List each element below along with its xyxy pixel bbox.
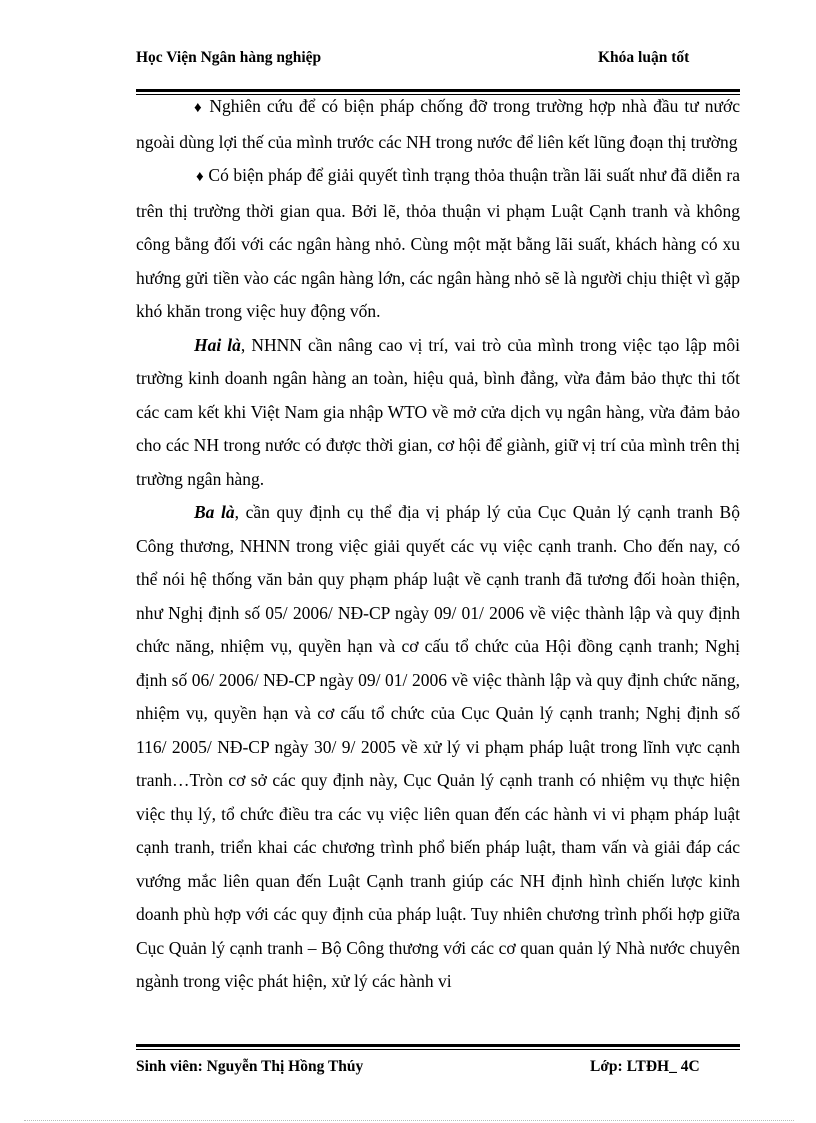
footer-rule-thick xyxy=(136,1044,740,1047)
paragraph-ba-la xyxy=(136,496,740,999)
header-document-type: Khóa luận tốt xyxy=(598,49,690,66)
header-institution: Học Viện Ngân hàng nghiệp xyxy=(136,49,322,66)
paragraph-lead: Ba là xyxy=(194,502,235,522)
footer-class: Lớp: LTĐH_ 4C xyxy=(590,1058,700,1075)
paragraph-text: Nghiên cứu để có biện pháp chống đỡ trong trường hợp nhà đầu tư nước ngoài dùng lợi thế của mình trước các NH trong nước để liên kết lũng đoạn thị trường xyxy=(136,96,740,152)
footer-student: Sinh viên: Nguyễn Thị Hồng Thúy xyxy=(136,1058,364,1075)
paragraph-text: , NHNN cần nâng cao vị trí, vai trò của mình trong việc tạo lập môi trường kinh doanh ngân hàng an toàn, hiệu quả, bình đẳng, vừa đảm bảo thực thi tốt các cam kết khi Việt Nam gia nhập WTO về mở cửa dịch vụ ngân hàng, vừa đảm bảo cho các NH trong nước có được thời gian, cơ hội để giành, giữ vị trí của mình trên thị trường ngân hàng. xyxy=(136,334,740,489)
diamond-bullet-icon: ♦ xyxy=(194,100,204,116)
footer-rule-thin xyxy=(136,1049,740,1050)
diamond-bullet-icon: ♦ xyxy=(196,169,204,185)
paragraph-bullet-2 xyxy=(136,159,740,329)
body-text xyxy=(136,90,740,999)
page-edge-divider xyxy=(24,1120,794,1121)
paragraph-bullet-1 xyxy=(136,90,740,159)
paragraph-lead: Hai là xyxy=(194,334,241,355)
paragraph-text: Có biện pháp để giải quyết tình trạng thỏa thuận trần lãi suất như đã diễn ra trên thị trường thời gian qua. Bởi lẽ, thỏa thuận vi phạm Luật Cạnh tranh và không công bằng đối với các ngân hàng nhỏ. Cùng một mặt bằng lãi suất, khách hàng có xu hướng gửi tiền vào các ngân hàng lớn, các ngân hàng nhỏ sẽ là người chịu thiệt vì gặp khó khăn trong việc huy động vốn. xyxy=(136,165,741,321)
paragraph-hai-la xyxy=(136,329,740,497)
paragraph-text: , cần quy định cụ thể địa vị pháp lý của Cục Quản lý cạnh tranh Bộ Công thương, NHNN trong việc giải quyết các vụ việc cạnh tranh. Cho đến nay, có thể nói hệ thống văn bản quy phạm pháp luật về cạnh tranh đã tương đối hoàn thiện, như Nghị định số 05/ 2006/ NĐ-CP ngày 09/ 01/ 2006 về việc thành lập và quy định chức năng, nhiệm vụ, quyền hạn và cơ cấu tổ chức của Hội đồng cạnh tranh; Nghị định số 06/ 2006/ NĐ-CP ngày 09/ 01/ 2006 về việc thành lập và quy định chức năng, nhiệm vụ, quyền hạn và cơ cấu tổ chức của Cục Quản lý cạnh tranh; Nghị định số 116/ 2005/ NĐ-CP ngày 30/ 9/ 2005 về xử lý vi phạm pháp luật trong lĩnh vực cạnh tranh…Tròn cơ sở các quy định này, Cục Quản lý cạnh tranh có nhiệm vụ thực hiện việc thụ lý, tổ chức điều tra các vụ việc liên quan đến các hành vi vi phạm pháp luật cạnh tranh, triển khai các chương trình phổ biến pháp luật, tham vấn và giải đáp các vướng mắc liên quan đến Luật Cạnh tranh giúp các NH định hình chiến lược kinh doanh phù hợp với các quy định của pháp luật. Tuy nhiên chương trình phối hợp giữa Cục Quản lý cạnh tranh – Bộ Công thương với các cơ quan quản lý Nhà nước chuyên ngành trong việc phát hiện, xử lý các hành vi xyxy=(136,502,740,991)
page-header xyxy=(136,48,740,88)
